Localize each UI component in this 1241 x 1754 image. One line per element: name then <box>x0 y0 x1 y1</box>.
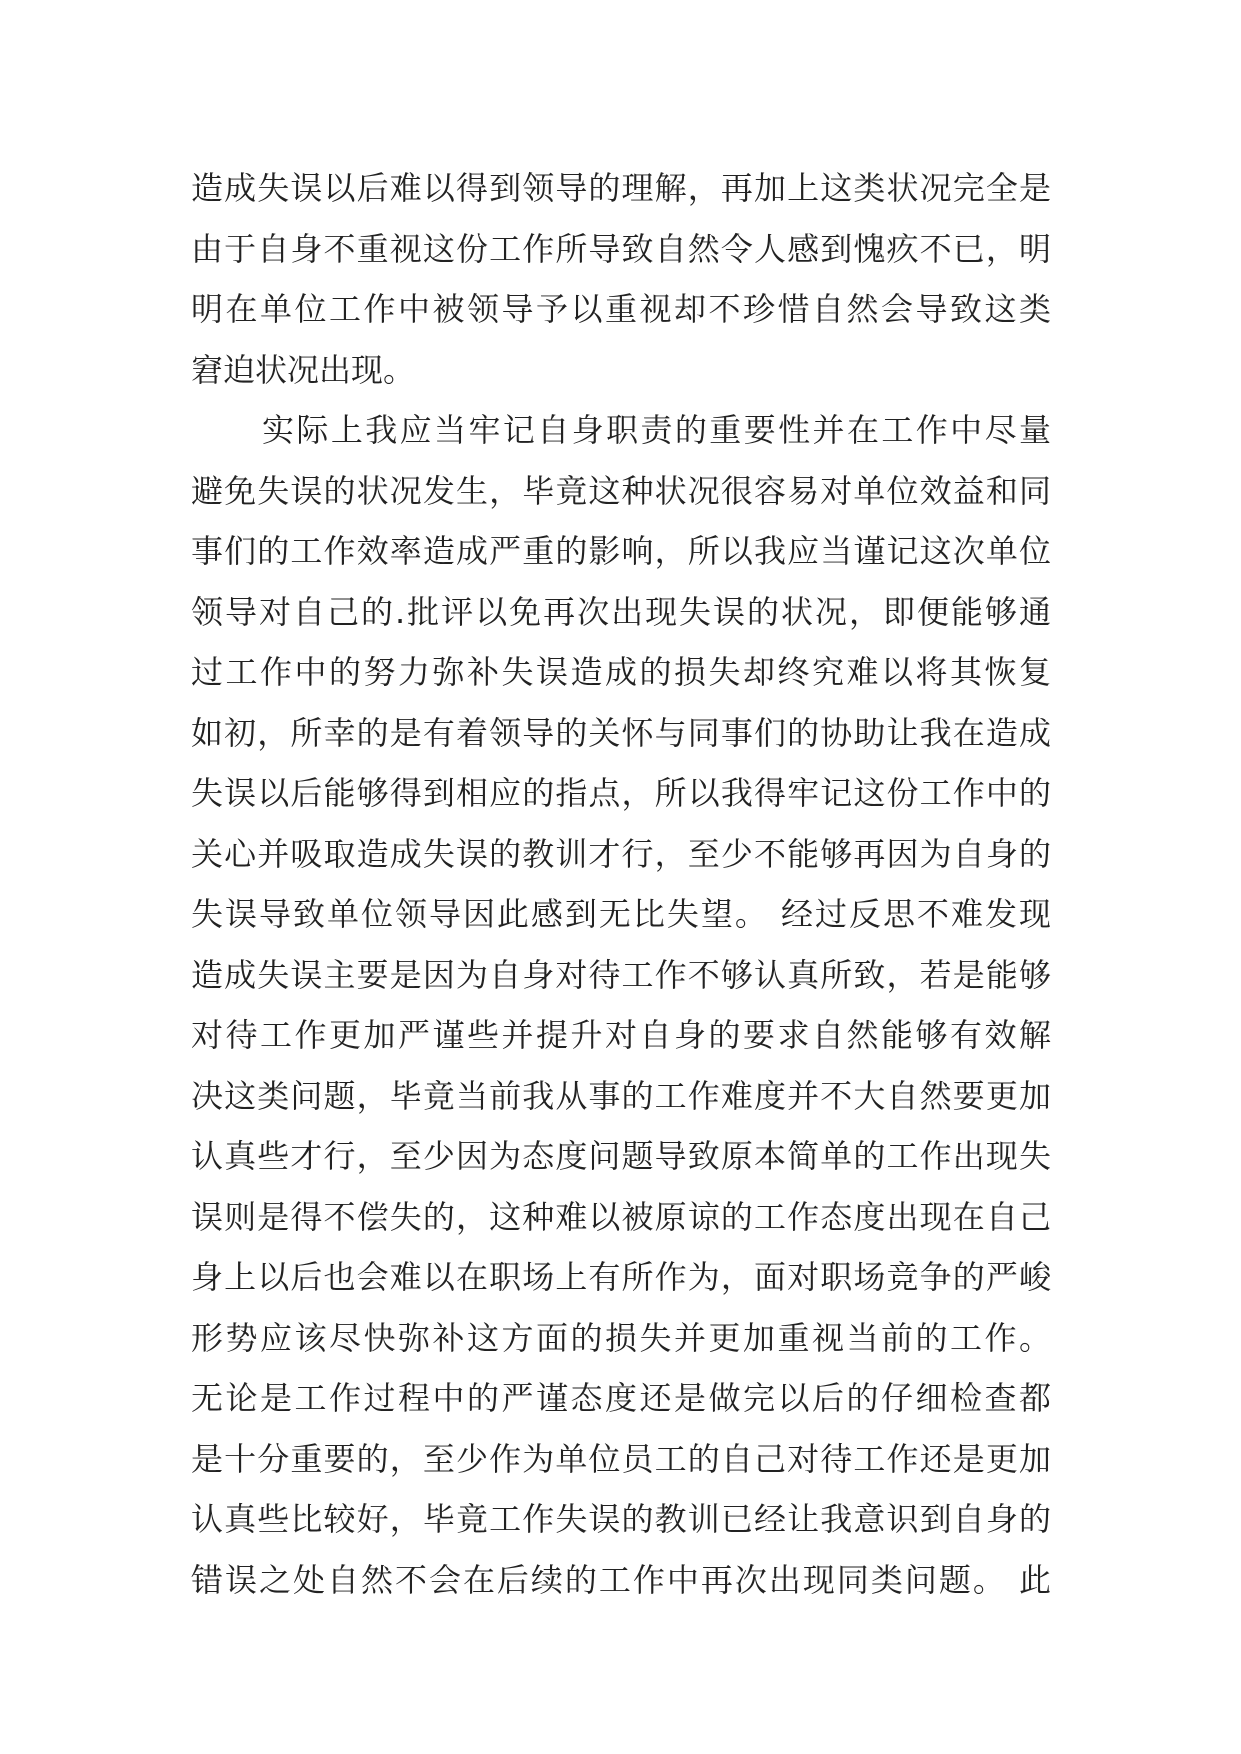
text-line: 失误导致单位领导因此感到无比失望。 经过反思不难发现 <box>191 895 1051 933</box>
text-line: 避免失误的状况发生，毕竟这种状况很容易对单位效益和同 <box>191 471 1051 510</box>
text-line: 失误以后能够得到相应的指点，所以我得牢记这份工作中的 <box>191 774 1051 812</box>
text-line: 由于自身不重视这份工作所导致自然令人感到愧疚不已，明 <box>191 229 1051 268</box>
text-line: 领导对自己的.批评以免再次出现失误的状况，即便能够通 <box>191 592 1051 631</box>
text-line: 关心并吸取造成失误的教训才行，至少不能够再因为自身的 <box>191 834 1051 873</box>
text-line: 错误之处自然不会在后续的工作中再次出现同类问题。 此 <box>191 1560 1051 1599</box>
text-line: 过工作中的努力弥补失误造成的损失却终究难以将其恢复 <box>191 653 1051 691</box>
text-line: 明在单位工作中被领导予以重视却不珍惜自然会导致这类 <box>191 290 1051 328</box>
text-line: 误则是得不偿失的，这种难以被原谅的工作态度出现在自己 <box>191 1197 1051 1236</box>
text-line: 如初，所幸的是有着领导的关怀与同事们的协助让我在造成 <box>191 713 1051 752</box>
paragraph-first-line: 实际上我应当牢记自身职责的重要性并在工作中尽量 <box>262 411 1051 449</box>
document-body <box>191 158 1051 1610</box>
text-line: 对待工作更加严谨些并提升对自身的要求自然能够有效解 <box>191 1016 1051 1054</box>
text-line: 形势应该尽快弥补这方面的损失并更加重视当前的工作。 <box>191 1318 1051 1357</box>
text-line: 造成失误主要是因为自身对待工作不够认真所致，若是能够 <box>191 955 1051 994</box>
text-line: 造成失误以后难以得到领导的理解，再加上这类状况完全是 <box>191 169 1051 207</box>
text-line: 认真些才行，至少因为态度问题导致原本简单的工作出现失 <box>191 1137 1051 1175</box>
text-line: 认真些比较好，毕竟工作失误的教训已经让我意识到自身的 <box>191 1500 1051 1538</box>
text-line: 决这类问题，毕竟当前我从事的工作难度并不大自然要更加 <box>191 1076 1051 1115</box>
text-line: 事们的工作效率造成严重的影响，所以我应当谨记这次单位 <box>191 532 1051 570</box>
text-line: 无论是工作过程中的严谨态度还是做完以后的仔细检查都 <box>191 1379 1051 1417</box>
text-line: 窘迫状况出现。 <box>191 350 416 389</box>
text-line: 身上以后也会难以在职场上有所作为，面对职场竞争的严峻 <box>191 1258 1051 1296</box>
text-line: 是十分重要的，至少作为单位员工的自己对待工作还是更加 <box>191 1439 1051 1478</box>
